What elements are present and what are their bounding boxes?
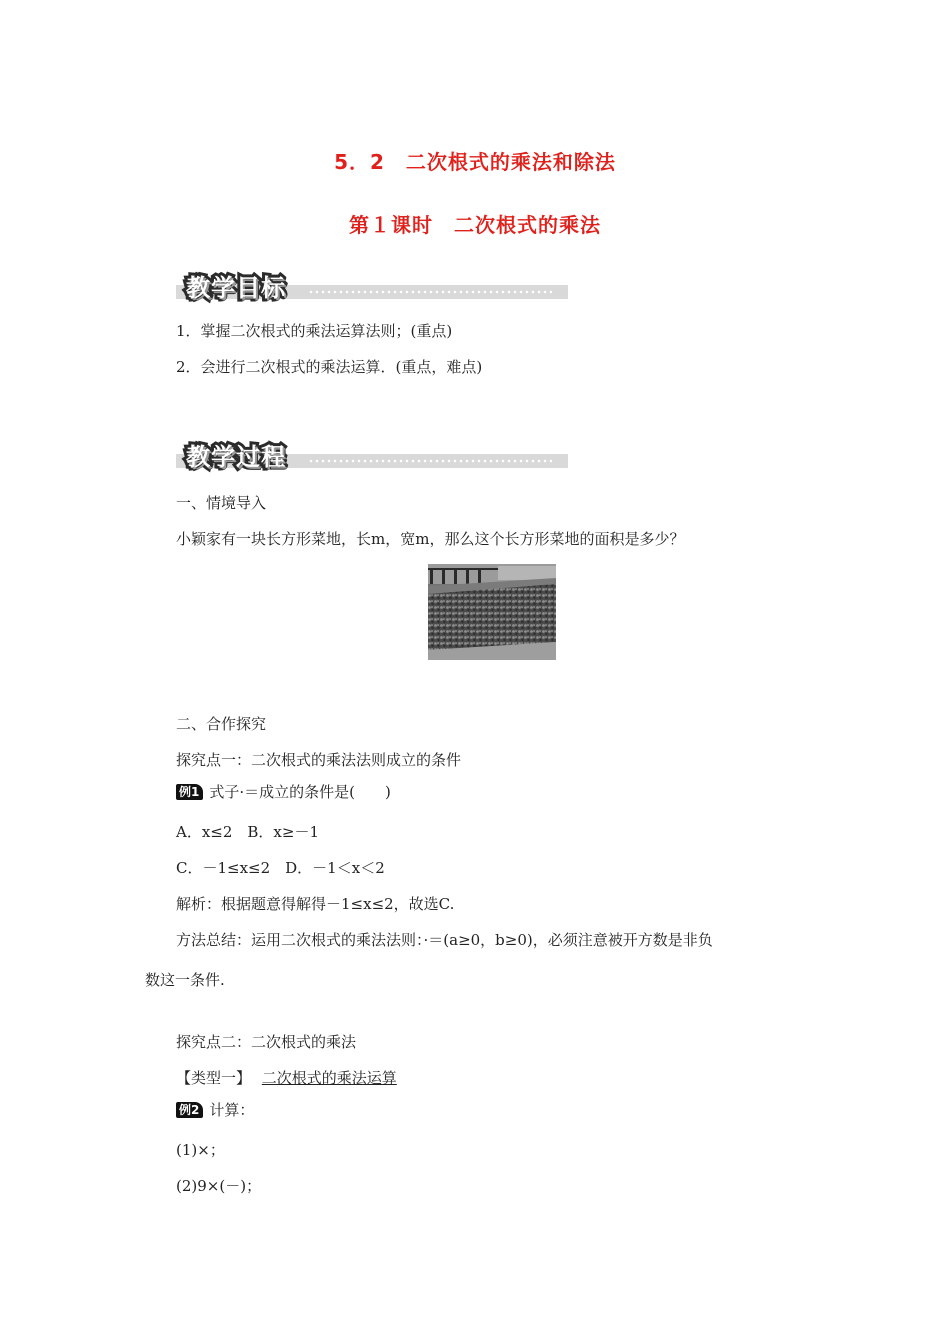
example-2-item-2: (2)9×(－)； [176, 1177, 262, 1195]
header-label: 教学过程 [186, 443, 286, 471]
type-1-label: 【类型一】 [176, 1069, 252, 1087]
example-badge-2: 例2 [176, 1102, 203, 1118]
section-header-process [176, 437, 568, 471]
intro-heading: 一、情境导入 [176, 494, 267, 512]
objective-item-1: 1．掌握二次根式的乘法运算法则；(重点) [176, 322, 453, 340]
garden-image [428, 564, 556, 660]
vegetable-garden-photo [428, 564, 556, 660]
section-header-objectives [176, 268, 568, 302]
example-2-question: 计算： [209, 1101, 255, 1119]
type-1-title: 二次根式的乘法运算 [261, 1069, 397, 1087]
intro-text: 小颖家有一块长方形菜地，长m，宽m，那么这个长方形菜地的面积是多少？ [176, 530, 685, 548]
example-1-options-ab: A．x≤2 B．x≥－1 [176, 823, 319, 841]
example-1-summary-line-1: 方法总结：运用二次根式的乘法法则：·＝(a≥0，b≥0)，必须注意被开方数是非负 [176, 931, 713, 949]
header-dots [308, 290, 552, 294]
example-badge-1: 例1 [176, 784, 203, 800]
explore-heading: 二、合作探究 [176, 715, 267, 733]
example-1-analysis: 解析：根据题意得解得－1≤x≤2，故选C. [176, 895, 455, 913]
explore-point-2: 探究点二：二次根式的乘法 [176, 1033, 357, 1051]
example-1-summary-line-2: 数这一条件. [145, 971, 225, 989]
example-1-options-cd: C．－1≤x≤2 D．－1＜x＜2 [176, 859, 385, 877]
example-2-item-1: (1)×； [176, 1141, 225, 1159]
header-dots [308, 459, 552, 463]
example-1 [176, 782, 391, 802]
lesson-subtitle: 第１课时 二次根式的乘法 [349, 213, 601, 237]
page-title: 5．2 二次根式的乘法和除法 [334, 150, 616, 174]
type-1-heading [176, 1068, 397, 1088]
example-2 [176, 1100, 254, 1120]
header-label: 教学目标 [186, 274, 286, 302]
example-1-question: 式子·＝成立的条件是( ) [209, 783, 391, 801]
objective-item-2: 2．会进行二次根式的乘法运算．(重点，难点) [176, 358, 483, 376]
explore-point-1: 探究点一：二次根式的乘法法则成立的条件 [176, 751, 462, 769]
